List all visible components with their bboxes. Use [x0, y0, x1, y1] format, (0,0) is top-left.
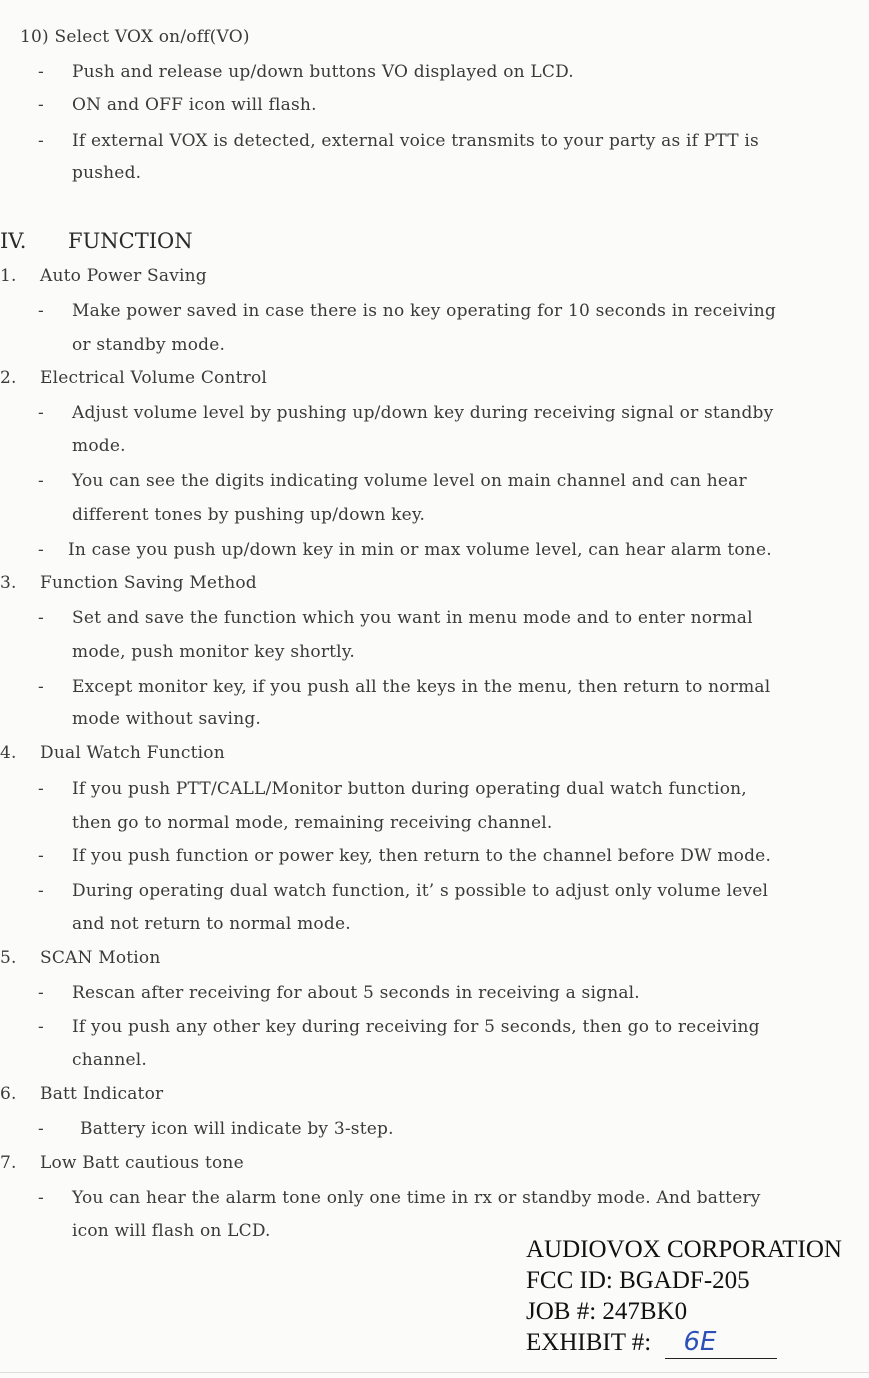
bullet-dash: -	[38, 1119, 44, 1139]
item-line: and not return to normal mode.	[72, 914, 351, 934]
stamp-fcc-id: FCC ID: BGADF-205	[526, 1267, 750, 1294]
stamp-job: JOB #: 247BK0	[526, 1298, 688, 1325]
item-line: In case you push up/down key in min or max volume level, can hear alarm tone.	[68, 540, 772, 560]
item-line: mode, push monitor key shortly.	[72, 642, 355, 662]
item-title: Electrical Volume Control	[40, 368, 268, 388]
item-title: Dual Watch Function	[40, 743, 225, 763]
item-title: Low Batt cautious tone	[40, 1153, 244, 1173]
item-line: Rescan after receiving for about 5 seconds in receiving a signal.	[72, 983, 640, 1003]
stamp-exhibit-field	[665, 1327, 777, 1359]
item-line: mode.	[72, 436, 126, 456]
item-title: Batt Indicator	[40, 1084, 164, 1104]
vox-heading: 10) Select VOX on/off(VO)	[20, 27, 250, 47]
item-line: Set and save the function which you want in menu mode and to enter normal	[72, 608, 753, 628]
vox-bullet: Push and release up/down buttons VO displayed on LCD.	[72, 62, 574, 82]
bullet-dash: -	[38, 983, 44, 1003]
item-title: Function Saving Method	[40, 573, 257, 593]
exhibit-stamp	[526, 1234, 842, 1359]
bullet-dash: -	[38, 471, 44, 491]
section-number: IV.	[0, 229, 27, 253]
item-line: You can see the digits indicating volume level on main channel and can hear	[72, 471, 747, 491]
bullet-dash: -	[38, 95, 44, 115]
item-number: 3.	[0, 573, 17, 593]
item-line: Except monitor key, if you push all the keys in the menu, then return to normal	[72, 677, 771, 697]
item-title: Auto Power Saving	[40, 266, 207, 286]
stamp-company: AUDIOVOX CORPORATION	[526, 1236, 842, 1263]
item-line: mode without saving.	[72, 709, 262, 729]
item-line: or standby mode.	[72, 335, 226, 355]
item-number: 5.	[0, 948, 17, 968]
bullet-dash: -	[38, 403, 44, 423]
item-number: 1.	[0, 266, 17, 286]
vox-bullet: ON and OFF icon will flash.	[72, 95, 317, 115]
vox-bullet: If external VOX is detected, external voice transmits to your party as if PTT is	[72, 131, 759, 151]
stamp-exhibit-label: EXHIBIT #:	[526, 1329, 652, 1356]
bullet-dash: -	[38, 677, 44, 697]
bullet-dash: -	[38, 540, 44, 560]
item-line: icon will flash on LCD.	[72, 1221, 271, 1241]
bullet-dash: -	[38, 301, 44, 321]
bullet-dash: -	[38, 1017, 44, 1037]
item-title: SCAN Motion	[40, 948, 161, 968]
item-line: Battery icon will indicate by 3-step.	[80, 1119, 394, 1139]
item-number: 4.	[0, 743, 17, 763]
bullet-dash: -	[38, 131, 44, 151]
item-line: If you push any other key during receiving for 5 seconds, then go to receiving	[72, 1017, 760, 1037]
item-line: During operating dual watch function, it’ s possible to adjust only volume level	[72, 881, 769, 901]
item-number: 6.	[0, 1084, 17, 1104]
bullet-dash: -	[38, 62, 44, 82]
bullet-dash: -	[38, 1188, 44, 1208]
page-edge-divider	[0, 1372, 869, 1373]
item-line: channel.	[72, 1050, 148, 1070]
bullet-dash: -	[38, 846, 44, 866]
bullet-dash: -	[38, 608, 44, 628]
item-line: then go to normal mode, remaining receiving channel.	[72, 813, 553, 833]
item-line: You can hear the alarm tone only one time in rx or standby mode. And battery	[72, 1188, 761, 1208]
vox-bullet-continued: pushed.	[72, 163, 142, 183]
item-line: Adjust volume level by pushing up/down key during receiving signal or standby	[72, 403, 774, 423]
item-line: Make power saved in case there is no key operating for 10 seconds in receiving	[72, 301, 776, 321]
item-number: 2.	[0, 368, 17, 388]
bullet-dash: -	[38, 779, 44, 799]
item-line: If you push PTT/CALL/Monitor button during operating dual watch function,	[72, 779, 747, 799]
section-title: FUNCTION	[68, 229, 193, 253]
item-line: If you push function or power key, then return to the channel before DW mode.	[72, 846, 772, 866]
item-number: 7.	[0, 1153, 17, 1173]
stamp-exhibit-value: 6E	[683, 1327, 717, 1357]
stamp-exhibit-row	[526, 1327, 842, 1359]
bullet-dash: -	[38, 881, 44, 901]
item-line: different tones by pushing up/down key.	[72, 505, 426, 525]
